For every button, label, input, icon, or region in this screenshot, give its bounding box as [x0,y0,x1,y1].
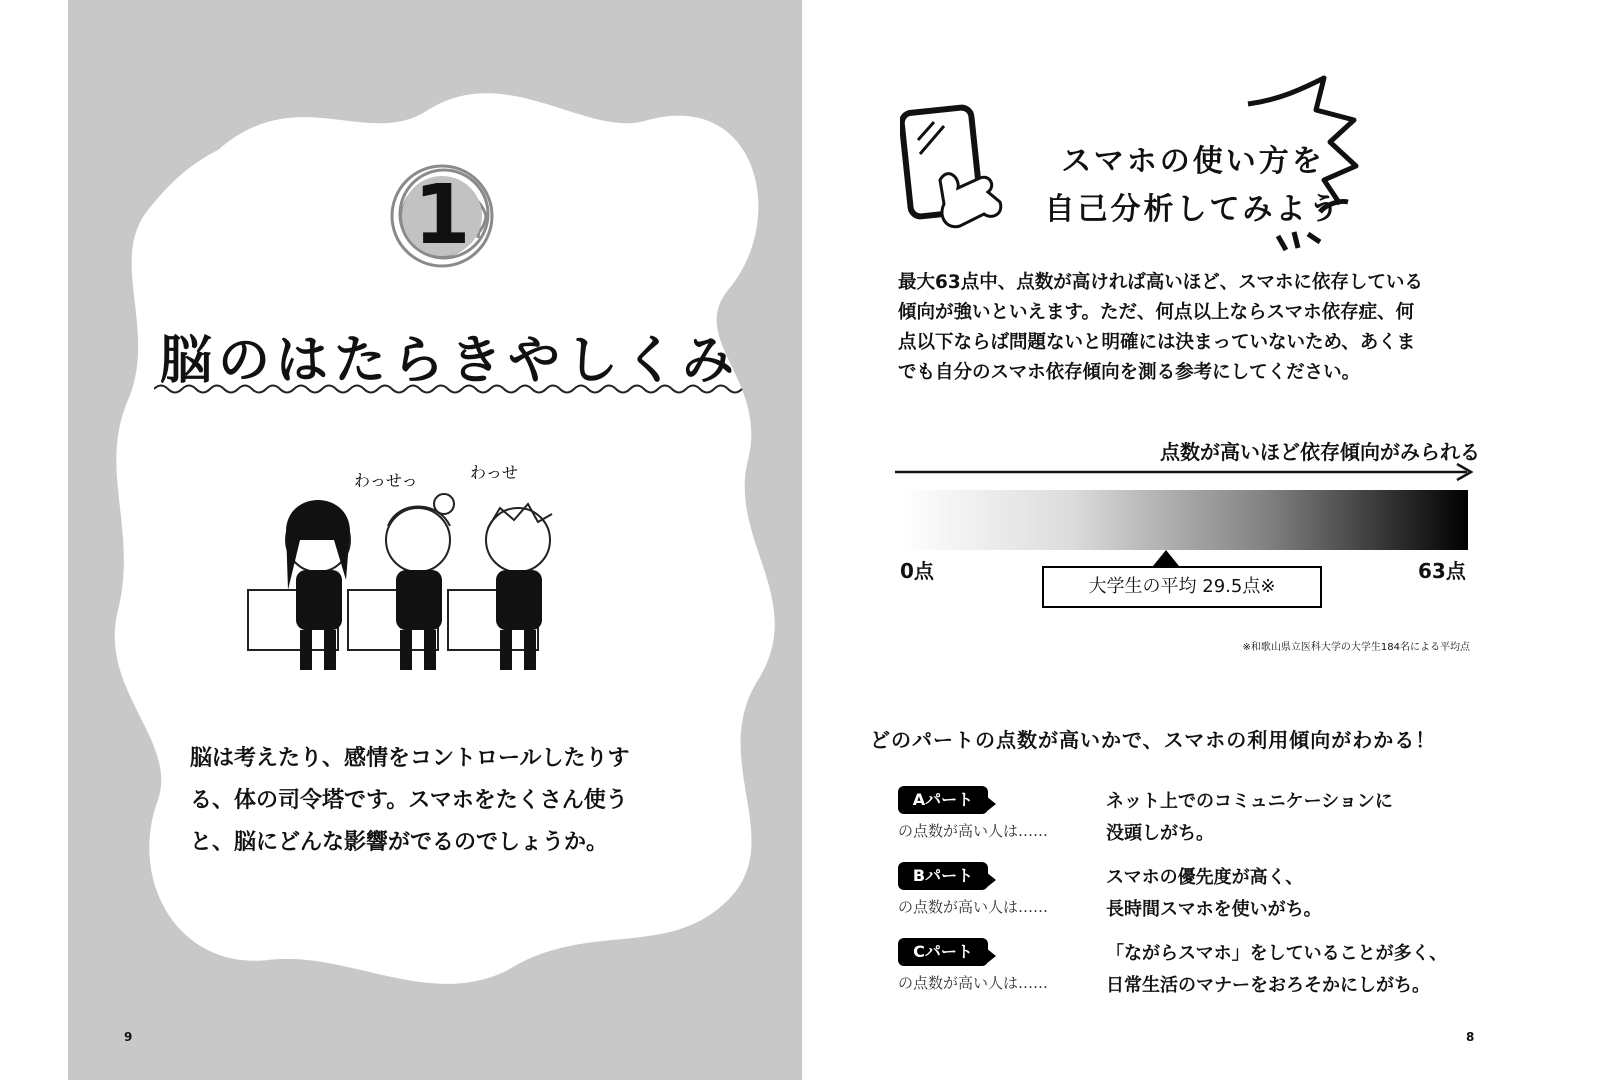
part-badge: Cパート [898,938,988,966]
smartphone-icon [901,107,1001,227]
page-number: 8 [1466,1030,1475,1044]
part-description [1106,862,1486,926]
part-row-a [898,786,1488,856]
page-number: 9 [124,1030,133,1044]
chapter-title: 脳のはたらきやしくみ [159,331,740,391]
section-title-line: スマホの使い方を [1061,144,1325,179]
part-description [1106,938,1486,1002]
left-page [68,0,802,1080]
body-line: と、脳にどんな影響がでるのでしょうか。 [190,830,609,855]
section-title-line: 自己分析してみよう [1044,192,1342,227]
part-row-b [898,862,1488,932]
chapter-intro-text [190,738,660,864]
intro-line: 最大63点中、点数が高ければ高いほど、スマホに依存している [898,272,1423,293]
scale-arrow-icon [895,462,1475,482]
intro-paragraph [898,268,1474,388]
part-row-c [898,938,1488,1008]
scale-caption: 点数が高いほど依存傾向がみられる [1160,440,1480,464]
part-description-line: 没頭しがち。 [1106,823,1214,844]
illustration-label: わっせっ [354,471,418,490]
average-score-box: 大学生の平均 29.5点※ [1042,566,1322,608]
part-description-line: スマホの優先度が高く、 [1106,867,1304,888]
score-gradient-bar [900,490,1468,550]
illustration-label: わっせ [470,463,518,482]
part-description-line: 長時間スマホを使いがち。 [1106,899,1322,920]
part-subtext: の点数が高い人は…… [898,898,1049,916]
part-subtext: の点数が高い人は…… [898,822,1049,840]
part-description-line: 日常生活のマナーをおろそかにしがち。 [1106,975,1430,996]
part-badge: Aパート [898,786,988,814]
section-title [1028,138,1358,234]
footnote: ※和歌山県立医科大学の大学生184名による平均点 [1242,642,1470,653]
intro-line: 傾向が強いといえます。ただ、何点以上ならスマホ依存症、何 [898,302,1415,323]
part-description-line: 「ながらスマホ」をしていることが多く、 [1106,943,1448,964]
part-subtext: の点数が高い人は…… [898,974,1049,992]
intro-line: 点以下ならば問題ないと明確には決まっていないため、あくま [898,332,1416,353]
parts-heading: どのパートの点数が高いかで、スマホの利用傾向がわかる！ [870,728,1437,752]
scale-min-label: 0点 [900,559,934,583]
body-line: る、体の司令塔です。スマホをたくさん使う [190,788,628,813]
wavy-underline [154,382,750,396]
average-pointer-icon [1153,550,1179,566]
intro-line: でも自分のスマホ依存傾向を測る参考にしてください。 [898,362,1361,383]
scale-max-label: 63点 [1418,559,1466,583]
part-description-line: ネット上でのコミュニケーションに [1106,791,1393,812]
chapter-number: 1 [413,168,471,263]
characters-illustration [238,460,658,700]
part-badge: Bパート [898,862,988,890]
body-line: 脳は考えたり、感情をコントロールしたりす [190,746,630,771]
part-description [1106,786,1486,850]
